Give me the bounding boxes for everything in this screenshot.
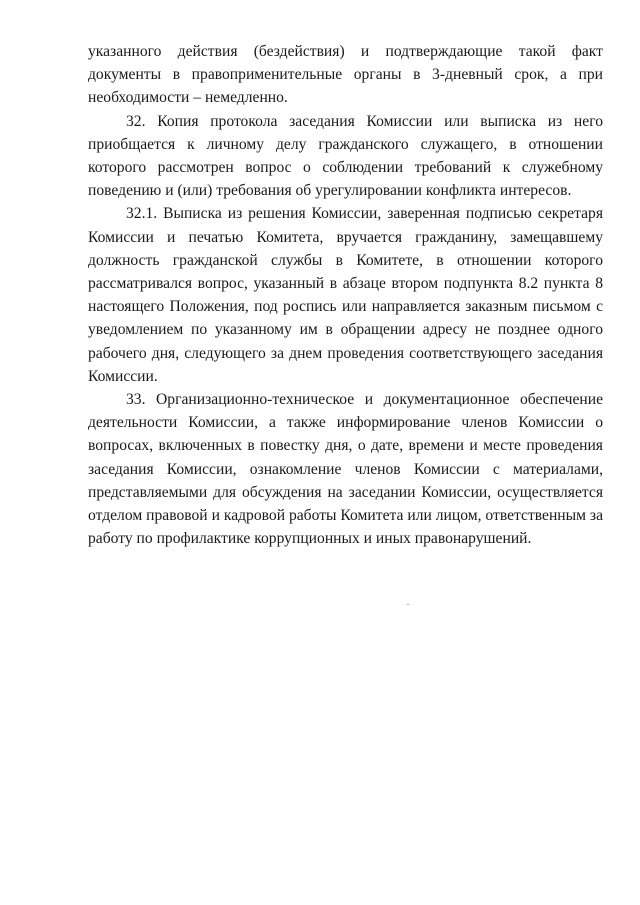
paragraph-continuation: указанного действия (бездействия) и подтверждающие такой факт документы в правоприменительные органы в 3-дневный срок, а при необходимости – немедленно. [88, 43, 603, 107]
paragraph-32-1: 32.1. Выписка из решения Комиссии, заверенная подписью секретаря Комиссии и печатью Комитета, вручается гражданину, замещавшему должность гражданской службы в Комитете, в отношении которого рассматривался вопрос, указанный в абзаце втором подпункта 8.2 пункта 8 настоящего Положения, под роспись или направляется заказным письмом с уведомлением по указанному им в обращении адресу не позднее одного рабочего дня, следующего за днем проведения соответствующего заседания Комиссии. [88, 205, 603, 385]
paragraph-32: 32. Копия протокола заседания Комиссии или выписка из него приобщается к личному делу гражданского служащего, в отношении которого рассмотрен вопрос о соблюдении требований к служебному поведению и (или) требования об урегулировании конфликта интересов. [88, 112, 603, 200]
scan-speck [407, 604, 409, 605]
document-body [88, 40, 603, 550]
paragraph-33: 33. Организационно-техническое и документационное обеспечение деятельности Комиссии, а также информирование членов Комиссии о вопросах, включенных в повестку дня, о дате, времени и месте проведения заседания Комиссии, ознакомление членов Комиссии с материалами, представляемыми для обсуждения на заседании Комиссии, осуществляется отделом правовой и кадровой работы Комитета или лицом, ответственным за работу по профилактике коррупционных и иных правонарушений. [88, 391, 603, 548]
